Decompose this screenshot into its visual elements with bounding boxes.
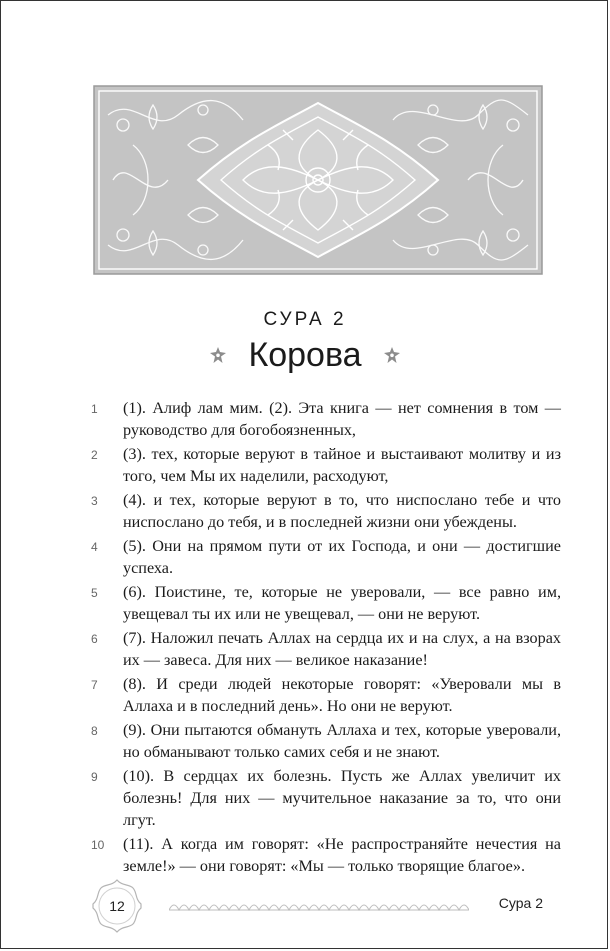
ornament-star-icon [210, 347, 226, 363]
page-number: 12 [109, 898, 125, 914]
verse [91, 627, 561, 671]
verse [91, 443, 561, 487]
verse-number: 4 [91, 540, 98, 554]
verse-number: 6 [91, 632, 98, 646]
verse-text: (4). и тех, которые веруют в то, что ниспослано тебе и что ниспослано до тебя, и в последней жизни они убеждены. [123, 491, 561, 531]
verse-number: 3 [91, 494, 98, 508]
running-title: Сура 2 [498, 895, 543, 911]
ornament-star-icon [384, 347, 400, 363]
verse [91, 581, 561, 625]
verse-text: (7). Наложил печать Аллах на сердца их и на слух, а на взорах их — завеса. Для них — великое наказание! [123, 629, 561, 669]
verse [91, 765, 561, 831]
verse [91, 833, 561, 877]
verse-text: (11). А когда им говорят: «Не распространяйте нечестия на земле!» — они говорят: «Мы — только творящие благое». [123, 835, 561, 875]
verse-number: 5 [91, 586, 98, 600]
ornament-banner [93, 85, 543, 275]
verse [91, 489, 561, 533]
sura-label: СУРА 2 [263, 309, 347, 330]
verse-text: (10). В сердцах их болезнь. Пусть же Аллах увеличит их болезнь! Для них — мучительное наказание за то, что они лгут. [123, 767, 561, 829]
verse [91, 535, 561, 579]
verse-number: 2 [91, 448, 98, 462]
verse-number: 7 [91, 678, 98, 692]
sura-title: Корова [248, 335, 362, 374]
verse-text: (3). тех, которые веруют в тайное и выстаивают молитву и из того, чем Мы их наделили, расходуют, [123, 445, 561, 485]
verse-text: (5). Они на прямом пути от их Господа, и они — достигшие успеха. [123, 537, 561, 577]
sura-title-row [1, 333, 609, 377]
verse-number: 9 [91, 770, 98, 784]
page-number-badge [89, 878, 145, 934]
verse-text: (9). Они пытаются обмануть Аллаха и тех, которые уверовали, но обманывают только самих себя и не знают. [123, 721, 561, 761]
verse-text: (8). И среди людей некоторые говорят: «Уверовали мы в Аллаха и в последний день». Но они не веруют. [123, 675, 561, 715]
verse-number: 8 [91, 724, 98, 738]
verse-list [91, 397, 561, 879]
verse [91, 673, 561, 717]
verse [91, 397, 561, 441]
verse-number: 10 [91, 838, 105, 852]
verse-text: (6). Поистине, те, которые не уверовали, — все равно им, увещевал ты их или не увещевал, — они не веруют. [123, 583, 561, 623]
verse-number: 1 [91, 402, 98, 416]
verse [91, 719, 561, 763]
verse-text: (1). Алиф лам мим. (2). Эта книга — нет сомнения в том — руководство для богобоязненных, [123, 399, 561, 439]
footer-ornament-strip [169, 897, 469, 913]
